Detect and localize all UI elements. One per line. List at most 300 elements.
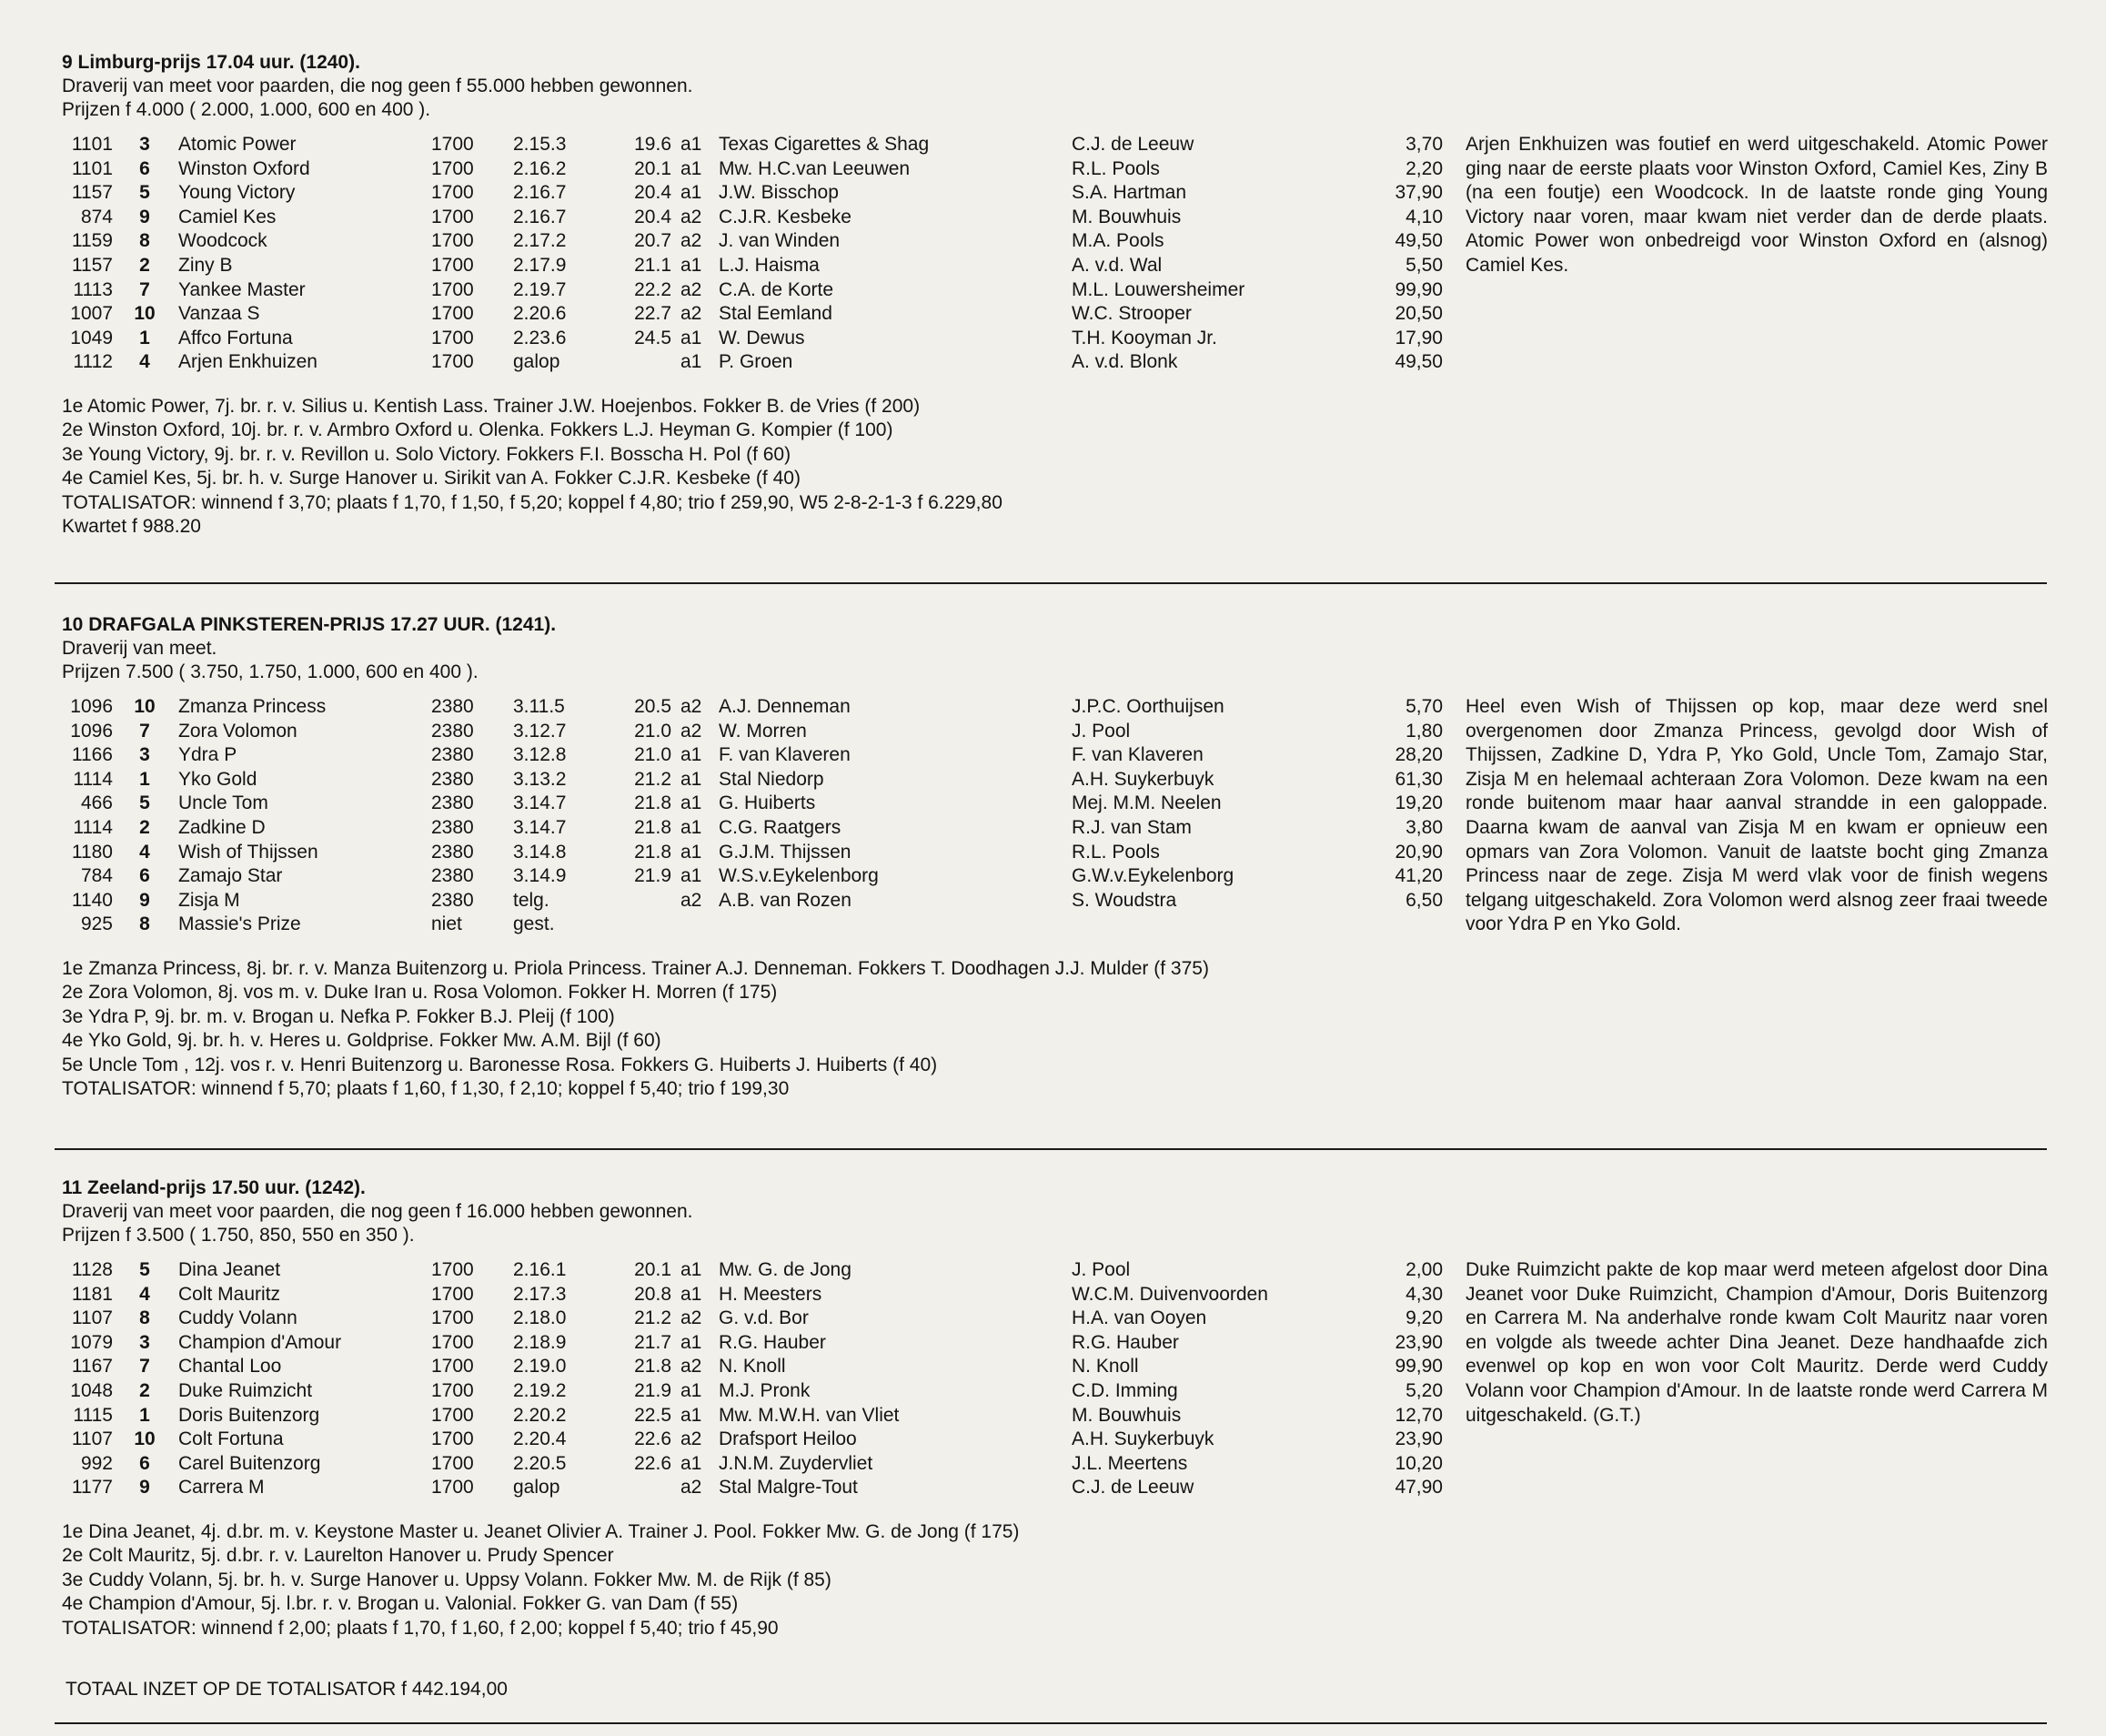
owner: Stal Malgre-Tout bbox=[719, 1477, 858, 1499]
result-line: 1e Zmanza Princess, 8j. br. r. v. Manza Buitenzorg u. Priola Princess. Trainer A.J. Denneman. Fokkers T. Doodhagen J.J. Mulder (f 375) bbox=[62, 957, 1209, 979]
result-line: 2e Winston Oxford, 10j. br. r. v. Armbro Oxford u. Olenka. Fokkers L.J. Heyman G. Kompier (f 100) bbox=[62, 419, 893, 441]
start-number: 3 bbox=[139, 744, 150, 766]
horse-id: 1181 bbox=[71, 1283, 113, 1305]
horse-id: 925 bbox=[80, 913, 113, 935]
odds: 5,20 bbox=[1406, 1379, 1443, 1401]
horse-name: Young Victory bbox=[178, 182, 296, 204]
start-position: a2 bbox=[680, 889, 702, 911]
odds: 41,20 bbox=[1395, 865, 1443, 887]
horse-id: 1157 bbox=[71, 254, 113, 276]
start-position: a1 bbox=[680, 1379, 702, 1401]
table-row bbox=[62, 278, 2045, 303]
race-results bbox=[62, 1520, 2045, 1641]
race-comment: Duke Ruimzicht pakte de kop maar werd meteen afgelost door Dina Jeanet voor Duke Ruimzicht, Champion d'Amour, Doris Buitenzorg en Carrera M. Na anderhalve ronde kwam Colt Mauritz naar voren en volgde als tweede achter Dina Jeanet. Deze handhaafde zich evenwel op kop en won voor Colt Mauritz. Derde werd Cuddy Volann voor Champion d'Amour. In de laatste ronde werd Carrera M uitgeschakeld. (G.T.) bbox=[1466, 1259, 2048, 1426]
start-number: 10 bbox=[134, 303, 156, 325]
distance: 2380 bbox=[431, 865, 474, 887]
driver: M.L. Louwersheimer bbox=[1072, 278, 1245, 300]
horse-name: Massie's Prize bbox=[178, 913, 301, 935]
start-position: a1 bbox=[680, 792, 702, 814]
start-position: a1 bbox=[680, 1331, 702, 1353]
owner: H. Meesters bbox=[719, 1283, 822, 1305]
start-number: 7 bbox=[139, 1356, 150, 1378]
owner: G.J.M. Thijssen bbox=[719, 841, 851, 863]
odds: 61,30 bbox=[1395, 768, 1443, 790]
start-number: 2 bbox=[139, 1379, 150, 1401]
km-time: 21.9 bbox=[634, 1379, 671, 1401]
race-time: 3.13.2 bbox=[513, 768, 567, 790]
distance: 2380 bbox=[431, 768, 474, 790]
km-time: 22.5 bbox=[634, 1404, 671, 1426]
distance: 1700 bbox=[431, 1283, 474, 1305]
runners-table bbox=[62, 1258, 2048, 1500]
start-number: 4 bbox=[139, 841, 150, 863]
owner: J.W. Bisschop bbox=[719, 182, 839, 204]
horse-id: 1107 bbox=[71, 1428, 113, 1450]
distance: 1700 bbox=[431, 134, 474, 155]
odds: 20,90 bbox=[1395, 841, 1443, 863]
horse-id: 1166 bbox=[71, 744, 113, 766]
race-time: 3.11.5 bbox=[513, 696, 565, 717]
odds: 6,50 bbox=[1406, 889, 1443, 911]
distance: 1700 bbox=[431, 351, 474, 373]
km-time: 20.7 bbox=[634, 230, 671, 252]
driver: C.D. Imming bbox=[1072, 1379, 1178, 1401]
owner: Drafsport Heiloo bbox=[719, 1428, 857, 1450]
driver: S.A. Hartman bbox=[1072, 182, 1187, 204]
start-number: 5 bbox=[139, 182, 150, 204]
table-row bbox=[62, 327, 2045, 351]
distance: 2380 bbox=[431, 889, 474, 911]
distance: 1700 bbox=[431, 206, 474, 227]
km-time: 20.5 bbox=[634, 696, 671, 717]
start-number: 1 bbox=[139, 327, 150, 348]
race-conditions: Draverij van meet voor paarden, die nog geen f 16.000 hebben gewonnen. bbox=[62, 1201, 693, 1222]
owner: G. Huiberts bbox=[719, 792, 816, 814]
driver: M.A. Pools bbox=[1072, 230, 1164, 252]
horse-id: 1180 bbox=[71, 841, 113, 863]
owner: G. v.d. Bor bbox=[719, 1307, 809, 1329]
race-time: 3.14.7 bbox=[513, 816, 567, 838]
distance: 1700 bbox=[431, 1307, 474, 1329]
race-prizes: Prijzen f 4.000 ( 2.000, 1.000, 600 en 400 ). bbox=[62, 99, 431, 120]
race-results bbox=[62, 957, 2045, 1102]
race-time: 3.12.8 bbox=[513, 744, 567, 766]
horse-name: Woodcock bbox=[178, 230, 267, 252]
horse-name: Camiel Kes bbox=[178, 206, 277, 227]
odds: 17,90 bbox=[1395, 327, 1443, 348]
result-line: 1e Dina Jeanet, 4j. d.br. m. v. Keystone Master u. Jeanet Olivier A. Trainer J. Pool. Fokker Mw. G. de Jong (f 175) bbox=[62, 1520, 1020, 1542]
km-time: 22.7 bbox=[634, 303, 671, 325]
odds: 47,90 bbox=[1395, 1477, 1443, 1499]
horse-id: 1007 bbox=[70, 303, 113, 325]
horse-id: 874 bbox=[80, 206, 113, 227]
race-time: 3.14.9 bbox=[513, 865, 567, 887]
start-position: a2 bbox=[680, 1307, 702, 1329]
owner: R.G. Hauber bbox=[719, 1331, 826, 1353]
start-position: a2 bbox=[680, 1428, 702, 1450]
start-position: a1 bbox=[680, 1404, 702, 1426]
start-number: 7 bbox=[139, 720, 150, 742]
horse-name: Zisja M bbox=[178, 889, 240, 911]
table-row bbox=[62, 302, 2045, 327]
driver: J. Pool bbox=[1072, 1259, 1131, 1280]
horse-name: Ydra P bbox=[178, 744, 237, 766]
driver: A. v.d. Wal bbox=[1072, 254, 1163, 276]
owner: Texas Cigarettes & Shag bbox=[719, 134, 930, 155]
start-position: a2 bbox=[680, 696, 702, 717]
race-time: 2.20.6 bbox=[513, 303, 567, 325]
distance: 1700 bbox=[431, 254, 474, 276]
section-divider bbox=[55, 1722, 2047, 1724]
horse-id: 1128 bbox=[71, 1259, 113, 1280]
odds: 3,70 bbox=[1406, 134, 1443, 155]
totalisator-line: TOTALISATOR: winnend f 3,70; plaats f 1,70, f 1,50, f 5,20; koppel f 4,80; trio f 259,90, W5 2-8-2-1-3 f 6.229,80 bbox=[62, 491, 1003, 513]
table-row bbox=[62, 1476, 2045, 1500]
result-line: 3e Young Victory, 9j. br. r. v. Revillon u. Solo Victory. Fokkers F.I. Bosscha H. Pol (f 60) bbox=[62, 443, 791, 465]
distance: 1700 bbox=[431, 1356, 474, 1378]
horse-name: Ziny B bbox=[178, 254, 233, 276]
horse-id: 1167 bbox=[71, 1356, 113, 1378]
distance: niet bbox=[431, 913, 462, 935]
km-time: 21.1 bbox=[634, 254, 671, 276]
odds: 12,70 bbox=[1395, 1404, 1443, 1426]
km-time: 21.8 bbox=[634, 816, 671, 838]
km-time: 22.6 bbox=[634, 1428, 671, 1450]
start-position: a1 bbox=[680, 1283, 702, 1305]
driver: F. van Klaveren bbox=[1072, 744, 1204, 766]
race-comment: Arjen Enkhuizen was foutief en werd uitgeschakeld. Atomic Power ging naar de eerste plaats voor Winston Oxford, Camiel Kes, Ziny B (na een foutje) een Woodcock. In de laatste ronde ging Young Victory naar voren, maar kwam niet verder dan de derde plaats. Atomic Power won onbedreigd voor Winston Oxford en (alsnog) Camiel Kes. bbox=[1466, 134, 2048, 276]
start-number: 8 bbox=[139, 1307, 150, 1329]
odds: 5,50 bbox=[1406, 254, 1443, 276]
distance: 1700 bbox=[431, 182, 474, 204]
km-time: 20.4 bbox=[634, 206, 671, 227]
totalisator-line: TOTALISATOR: winnend f 5,70; plaats f 1,60, f 1,30, f 2,10; koppel f 5,40; trio f 199,30 bbox=[62, 1078, 790, 1100]
distance: 2380 bbox=[431, 696, 474, 717]
horse-id: 1107 bbox=[71, 1307, 113, 1329]
start-position: a1 bbox=[680, 157, 702, 179]
horse-id: 1096 bbox=[70, 696, 113, 717]
race-10 bbox=[62, 612, 2048, 1102]
km-time: 21.8 bbox=[634, 1356, 671, 1378]
owner: W.S.v.Eykelenborg bbox=[719, 865, 879, 887]
race-title: 10 DRAFGALA PINKSTEREN-PRIJS 17.27 UUR. (1241). bbox=[62, 614, 557, 635]
race-conditions: Draverij van meet voor paarden, die nog geen f 55.000 hebben gewonnen. bbox=[62, 76, 693, 96]
driver: A.H. Suykerbuyk bbox=[1072, 768, 1214, 790]
race-time: 2.16.2 bbox=[513, 157, 567, 179]
horse-id: 1048 bbox=[70, 1379, 113, 1401]
driver: C.J. de Leeuw bbox=[1072, 134, 1194, 155]
distance: 1700 bbox=[431, 1477, 474, 1499]
result-line: 3e Ydra P, 9j. br. m. v. Brogan u. Nefka P. Fokker B.J. Pleij (f 100) bbox=[62, 1005, 615, 1027]
horse-name: Colt Fortuna bbox=[178, 1428, 284, 1450]
distance: 2380 bbox=[431, 792, 474, 814]
race-results bbox=[62, 395, 2045, 540]
driver: S. Woudstra bbox=[1072, 889, 1177, 911]
owner: Mw. H.C.van Leeuwen bbox=[719, 157, 911, 179]
race-time: 2.16.1 bbox=[513, 1259, 567, 1280]
start-number: 4 bbox=[139, 351, 150, 373]
horse-id: 1177 bbox=[71, 1477, 113, 1499]
owner: L.J. Haisma bbox=[719, 254, 820, 276]
start-number: 6 bbox=[139, 157, 150, 179]
horse-id: 1115 bbox=[73, 1404, 113, 1426]
horse-name: Arjen Enkhuizen bbox=[178, 351, 317, 373]
start-position: a1 bbox=[680, 744, 702, 766]
km-time: 20.1 bbox=[634, 1259, 671, 1280]
driver: J. Pool bbox=[1072, 720, 1131, 742]
odds: 4,30 bbox=[1406, 1283, 1443, 1305]
km-time: 20.8 bbox=[634, 1283, 671, 1305]
start-position: a1 bbox=[680, 1259, 702, 1280]
start-position: a1 bbox=[680, 865, 702, 887]
runners-table bbox=[62, 133, 2048, 375]
start-number: 3 bbox=[139, 134, 150, 155]
horse-name: Cuddy Volann bbox=[178, 1307, 297, 1329]
owner: C.J.R. Kesbeke bbox=[719, 206, 851, 227]
horse-id: 1114 bbox=[73, 816, 113, 838]
driver: W.C. Strooper bbox=[1072, 303, 1192, 325]
driver: R.L. Pools bbox=[1072, 157, 1160, 179]
horse-name: Colt Mauritz bbox=[178, 1283, 281, 1305]
start-number: 8 bbox=[139, 230, 150, 252]
start-position: a2 bbox=[680, 206, 702, 227]
race-prizes: Prijzen f 3.500 ( 1.750, 850, 550 en 350 ). bbox=[62, 1225, 415, 1246]
race-title: 11 Zeeland-prijs 17.50 uur. (1242). bbox=[62, 1177, 366, 1198]
owner: A.J. Denneman bbox=[719, 696, 851, 717]
driver: A.H. Suykerbuyk bbox=[1072, 1428, 1214, 1450]
owner: F. van Klaveren bbox=[719, 744, 851, 766]
driver: M. Bouwhuis bbox=[1072, 206, 1182, 227]
odds: 2,20 bbox=[1406, 157, 1443, 179]
race-time: 2.15.3 bbox=[513, 134, 567, 155]
start-number: 9 bbox=[139, 889, 150, 911]
horse-id: 784 bbox=[80, 865, 113, 887]
race-time: 2.19.7 bbox=[513, 278, 567, 300]
runners-table bbox=[62, 695, 2048, 937]
odds: 37,90 bbox=[1395, 182, 1443, 204]
km-time: 21.0 bbox=[634, 744, 671, 766]
owner: J.N.M. Zuydervliet bbox=[719, 1452, 873, 1474]
horse-name: Champion d'Amour bbox=[178, 1331, 342, 1353]
distance: 1700 bbox=[431, 327, 474, 348]
race-time: 2.17.3 bbox=[513, 1283, 567, 1305]
owner: Mw. G. de Jong bbox=[719, 1259, 851, 1280]
driver: R.J. van Stam bbox=[1072, 816, 1192, 838]
start-position: a2 bbox=[680, 720, 702, 742]
driver: T.H. Kooyman Jr. bbox=[1072, 327, 1217, 348]
result-line: 2e Zora Volomon, 8j. vos m. v. Duke Iran u. Rosa Volomon. Fokker H. Morren (f 175) bbox=[62, 982, 778, 1004]
owner: N. Knoll bbox=[719, 1356, 786, 1378]
km-time: 22.2 bbox=[634, 278, 671, 300]
driver: J.L. Meertens bbox=[1072, 1452, 1188, 1474]
horse-name: Yko Gold bbox=[178, 768, 257, 790]
horse-name: Doris Buitenzorg bbox=[178, 1404, 320, 1426]
race-time: 3.12.7 bbox=[513, 720, 567, 742]
race-time: 2.17.9 bbox=[513, 254, 567, 276]
race-time: 2.16.7 bbox=[513, 182, 567, 204]
odds: 99,90 bbox=[1395, 278, 1443, 300]
table-row bbox=[62, 350, 2045, 375]
driver: G.W.v.Eykelenborg bbox=[1072, 865, 1234, 887]
race-time: galop bbox=[513, 351, 560, 373]
distance: 2380 bbox=[431, 841, 474, 863]
horse-name: Affco Fortuna bbox=[178, 327, 293, 348]
driver: A. v.d. Blonk bbox=[1072, 351, 1178, 373]
odds: 28,20 bbox=[1395, 744, 1443, 766]
driver: Mej. M.M. Neelen bbox=[1072, 792, 1222, 814]
horse-id: 466 bbox=[80, 792, 113, 814]
race-time: 2.18.9 bbox=[513, 1331, 567, 1353]
horse-name: Carrera M bbox=[178, 1477, 265, 1499]
start-number: 8 bbox=[139, 913, 150, 935]
start-number: 7 bbox=[139, 278, 150, 300]
race-time: 2.20.2 bbox=[513, 1404, 567, 1426]
start-number: 3 bbox=[139, 1331, 150, 1353]
start-number: 9 bbox=[139, 206, 150, 227]
start-position: a1 bbox=[680, 768, 702, 790]
horse-id: 1096 bbox=[70, 720, 113, 742]
odds: 3,80 bbox=[1406, 816, 1443, 838]
owner: M.J. Pronk bbox=[719, 1379, 811, 1401]
distance: 2380 bbox=[431, 816, 474, 838]
start-position: a1 bbox=[680, 1452, 702, 1474]
race-conditions: Draverij van meet. bbox=[62, 638, 217, 659]
start-number: 9 bbox=[139, 1477, 150, 1499]
start-position: a2 bbox=[680, 303, 702, 325]
start-number: 1 bbox=[139, 768, 150, 790]
section-divider bbox=[55, 582, 2047, 584]
owner: Mw. M.W.H. van Vliet bbox=[719, 1404, 900, 1426]
horse-id: 1157 bbox=[71, 182, 113, 204]
race-time: telg. bbox=[513, 889, 549, 911]
result-line: 4e Yko Gold, 9j. br. h. v. Heres u. Goldprise. Fokker Mw. A.M. Bijl (f 60) bbox=[62, 1030, 661, 1052]
horse-name: Zora Volomon bbox=[178, 720, 297, 742]
driver: R.G. Hauber bbox=[1072, 1331, 1179, 1353]
distance: 1700 bbox=[431, 1404, 474, 1426]
result-line: 1e Atomic Power, 7j. br. r. v. Silius u. Kentish Lass. Trainer J.W. Hoejenbos. Fokker B. de Vries (f 200) bbox=[62, 395, 921, 417]
race-11 bbox=[62, 1176, 2048, 1640]
driver: W.C.M. Duivenvoorden bbox=[1072, 1283, 1268, 1305]
owner: A.B. van Rozen bbox=[719, 889, 851, 911]
start-position: a2 bbox=[680, 230, 702, 252]
race-comment: Heel even Wish of Thijssen op kop, maar deze werd snel overgenomen door Zmanza Princess, gevolgd door Wish of Thijssen, Zadkine D, Ydra P, Yko Gold, Uncle Tom, Zamajo Star, Zisja M en helemaal achteraan Zora Volomon. Deze kwam na een ronde buitenom maar haar aanval strandde in een galoppade. Daarna kwam de aanval van Zisja M en kwam er opnieuw een opmars van Zora Volomon. Vanuit de laatste bocht ging Zmanza Princess naar de zege. Zisja M werd vlak voor de finish wegens telgang uitgeschakeld. Zora Volomon werd alsnog zeer fraai tweede voor Ydra P en Yko Gold. bbox=[1466, 696, 2048, 935]
race-9 bbox=[62, 50, 2048, 540]
km-time: 24.5 bbox=[634, 327, 671, 348]
odds: 20,50 bbox=[1395, 303, 1443, 325]
odds: 23,90 bbox=[1395, 1331, 1443, 1353]
race-title: 9 Limburg-prijs 17.04 uur. (1240). bbox=[62, 52, 360, 73]
distance: 1700 bbox=[431, 230, 474, 252]
distance: 1700 bbox=[431, 303, 474, 325]
distance: 1700 bbox=[431, 157, 474, 179]
driver: C.J. de Leeuw bbox=[1072, 1477, 1194, 1499]
horse-id: 1049 bbox=[70, 327, 113, 348]
section-divider bbox=[55, 1148, 2047, 1150]
horse-name: Uncle Tom bbox=[178, 792, 268, 814]
horse-id: 992 bbox=[80, 1452, 113, 1474]
horse-id: 1113 bbox=[73, 278, 113, 300]
start-number: 2 bbox=[139, 254, 150, 276]
km-time: 21.8 bbox=[634, 841, 671, 863]
distance: 1700 bbox=[431, 1259, 474, 1280]
horse-name: Yankee Master bbox=[178, 278, 306, 300]
start-number: 6 bbox=[139, 1452, 150, 1474]
horse-id: 1101 bbox=[71, 134, 113, 155]
horse-id: 1112 bbox=[73, 351, 113, 373]
race-time: 2.23.6 bbox=[513, 327, 567, 348]
start-number: 10 bbox=[134, 1428, 156, 1450]
driver: J.P.C. Oorthuijsen bbox=[1072, 696, 1224, 717]
horse-name: Duke Ruimzicht bbox=[178, 1379, 313, 1401]
totalisator-line: TOTALISATOR: winnend f 2,00; plaats f 1,70, f 1,60, f 2,00; koppel f 5,40; trio f 45,90 bbox=[62, 1617, 779, 1639]
result-line: 3e Cuddy Volann, 5j. br. h. v. Surge Hanover u. Uppsy Volann. Fokker Mw. M. de Rijk (f 85) bbox=[62, 1569, 831, 1590]
odds: 99,90 bbox=[1395, 1356, 1443, 1378]
race-time: 2.19.2 bbox=[513, 1379, 567, 1401]
owner: P. Groen bbox=[719, 351, 793, 373]
odds: 23,90 bbox=[1395, 1428, 1443, 1450]
horse-name: Zamajo Star bbox=[178, 865, 283, 887]
km-time: 21.2 bbox=[634, 768, 671, 790]
driver: H.A. van Ooyen bbox=[1072, 1307, 1207, 1329]
race-time: 2.20.4 bbox=[513, 1428, 567, 1450]
km-time: 20.1 bbox=[634, 157, 671, 179]
odds: 4,10 bbox=[1406, 206, 1443, 227]
odds: 1,80 bbox=[1406, 720, 1443, 742]
owner: Stal Niedorp bbox=[719, 768, 824, 790]
start-number: 6 bbox=[139, 865, 150, 887]
race-prizes: Prijzen 7.500 ( 3.750, 1.750, 1.000, 600 en 400 ). bbox=[62, 661, 479, 682]
odds: 10,20 bbox=[1395, 1452, 1443, 1474]
distance: 2380 bbox=[431, 744, 474, 766]
result-line: 2e Colt Mauritz, 5j. d.br. r. v. Laurelton Hanover u. Prudy Spencer bbox=[62, 1545, 614, 1567]
race-time: 2.17.2 bbox=[513, 230, 567, 252]
driver: M. Bouwhuis bbox=[1072, 1404, 1182, 1426]
start-position: a2 bbox=[680, 1356, 702, 1378]
start-position: a1 bbox=[680, 254, 702, 276]
km-time: 22.6 bbox=[634, 1452, 671, 1474]
race-time: 3.14.8 bbox=[513, 841, 567, 863]
start-number: 5 bbox=[139, 792, 150, 814]
horse-id: 1159 bbox=[71, 230, 113, 252]
owner: C.A. de Korte bbox=[719, 278, 834, 300]
odds: 5,70 bbox=[1406, 696, 1443, 717]
distance: 1700 bbox=[431, 1379, 474, 1401]
horse-name: Winston Oxford bbox=[178, 157, 310, 179]
distance: 1700 bbox=[431, 1452, 474, 1474]
owner: W. Morren bbox=[719, 720, 807, 742]
race-time: 2.16.7 bbox=[513, 206, 567, 227]
km-time: 20.4 bbox=[634, 182, 671, 204]
result-line: 4e Champion d'Amour, 5j. l.br. r. v. Brogan u. Valonial. Fokker G. van Dam (f 55) bbox=[62, 1593, 739, 1615]
table-row bbox=[62, 1428, 2045, 1452]
start-number: 4 bbox=[139, 1283, 150, 1305]
odds: 49,50 bbox=[1395, 230, 1443, 252]
start-position: a2 bbox=[680, 278, 702, 300]
race-time: 2.19.0 bbox=[513, 1356, 567, 1378]
start-position: a1 bbox=[680, 351, 702, 373]
horse-name: Dina Jeanet bbox=[178, 1259, 281, 1280]
distance: 1700 bbox=[431, 278, 474, 300]
horse-name: Vanzaa S bbox=[178, 303, 260, 325]
start-number: 1 bbox=[139, 1404, 150, 1426]
km-time: 21.2 bbox=[634, 1307, 671, 1329]
race-time: gest. bbox=[513, 913, 555, 935]
odds: 9,20 bbox=[1406, 1307, 1443, 1329]
driver: R.L. Pools bbox=[1072, 841, 1160, 863]
owner: W. Dewus bbox=[719, 327, 805, 348]
start-position: a2 bbox=[680, 1477, 702, 1499]
owner: J. van Winden bbox=[719, 230, 841, 252]
